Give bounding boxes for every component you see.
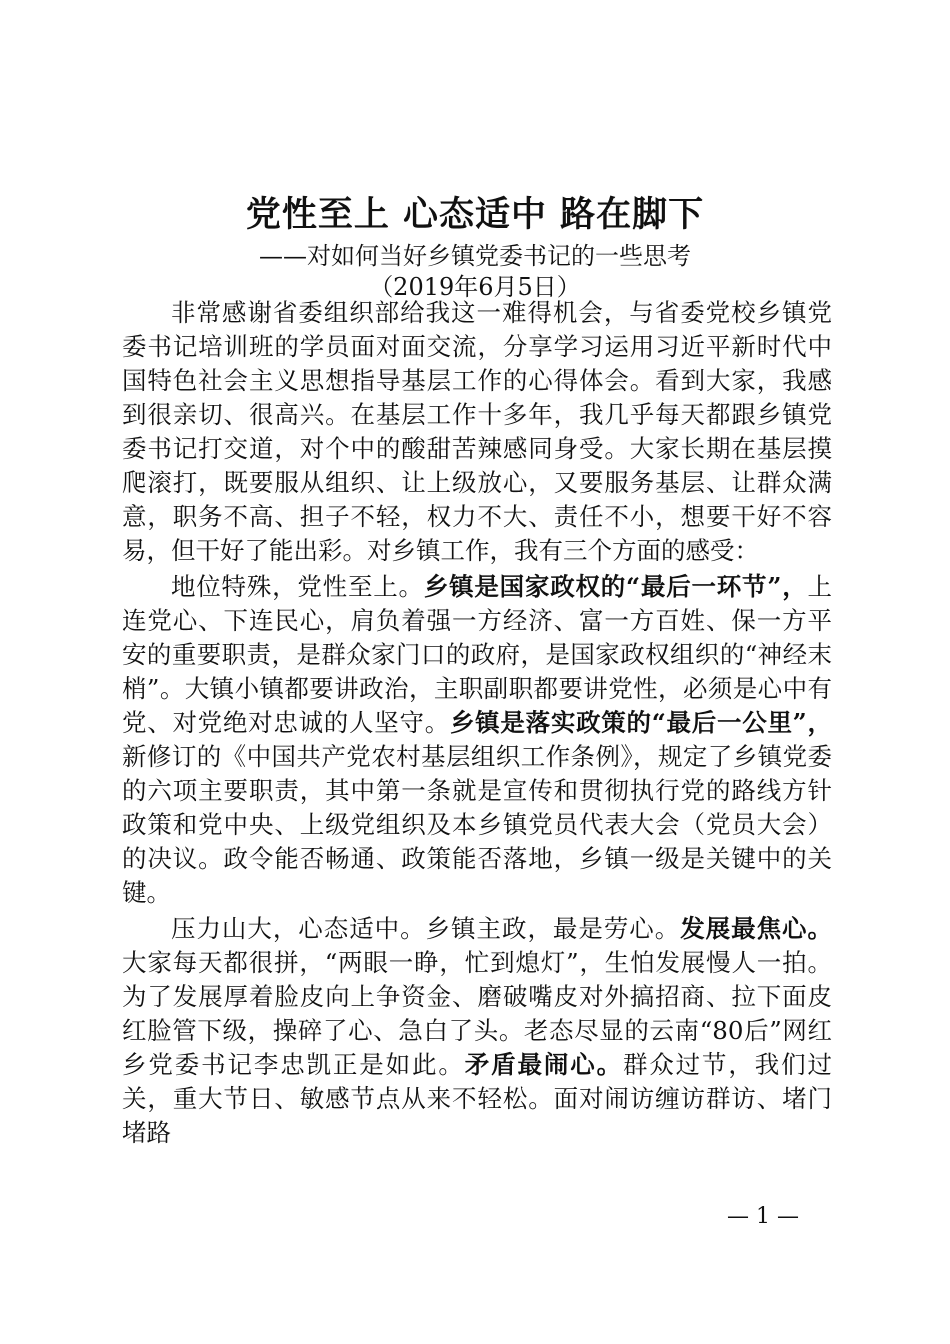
paragraph-text: 地位特殊，党性至上。	[171, 572, 424, 601]
document-subtitle: ——对如何当好乡镇党委书记的一些思考	[259, 242, 691, 270]
document-body	[122, 296, 832, 1150]
paragraph-text: 上连党心、下连民心，肩负着强一方经济、富一方百姓、保一方平安的重要职责，是群众家门口的政府，是国家政权组织的“神经末梢”。大镇小镇都要讲政治，主职副职都要讲党性，必须是心中有党、对党绝对忠诚的人坚守。	[122, 572, 832, 737]
page-number: — 1 —	[727, 1204, 799, 1229]
paragraph-position	[122, 570, 832, 910]
bold-emphasis: 矛盾最闹心。	[464, 1050, 623, 1079]
paragraph-text: 群众过节，我们过关，重大节日、敏感节点从来不轻松。面对闹访缠访群访、堵门堵路	[122, 1050, 833, 1147]
paragraph-pressure	[122, 912, 832, 1150]
paragraph-text: 大家每天都很拼，“两眼一睁，忙到熄灯”，生怕发展慢人一拍。为了发展厚着脸皮向上争资金、磨破嘴皮对外搞招商、拉下面皮红脸管下级，操碎了心、急白了头。老态尽显的云南“80后”网红乡党委书记李忠凯正是如此。	[122, 948, 832, 1079]
paragraph-text: 新修订的《中国共产党农村基层组织工作条例》，规定了乡镇党委的六项主要职责，其中第一条就是宣传和贯彻执行党的路线方针政策和党中央、上级党组织及本乡镇党员代表大会（党员大会）的决议。政令能否畅通、政策能否落地，乡镇一级是关键中的关键。	[122, 742, 832, 907]
bold-emphasis: 乡镇是落实政策的“最后一公里”，	[449, 708, 833, 737]
paragraph-text: 非常感谢省委组织部给我这一难得机会，与省委党校乡镇党委书记培训班的学员面对面交流，分享学习运用习近平新时代中国特色社会主义思想指导基层工作的心得体会。看到大家，我感到很亲切、很高兴。在基层工作十多年，我几乎每天都跟乡镇党委书记打交道，对个中的酸甜苦辣感同身受。大家长期在基层摸爬滚打，既要服从组织、让上级放心，又要服务基层、让群众满意，职务不高、担子不轻，权力不大、责任不小，想要干好不容易，但干好了能出彩。对乡镇工作，我有三个方面的感受：	[122, 298, 832, 565]
paragraph-text: 压力山大，心态适中。乡镇主政，最是劳心。	[171, 914, 681, 943]
document-title: 党性至上 心态适中 路在脚下	[245, 194, 705, 235]
document-date: （2019年6月5日）	[369, 273, 581, 301]
bold-emphasis: 发展最焦心。	[680, 914, 833, 943]
paragraph-intro	[122, 296, 832, 568]
bold-emphasis: 乡镇是国家政权的“最后一环节”，	[423, 572, 808, 601]
